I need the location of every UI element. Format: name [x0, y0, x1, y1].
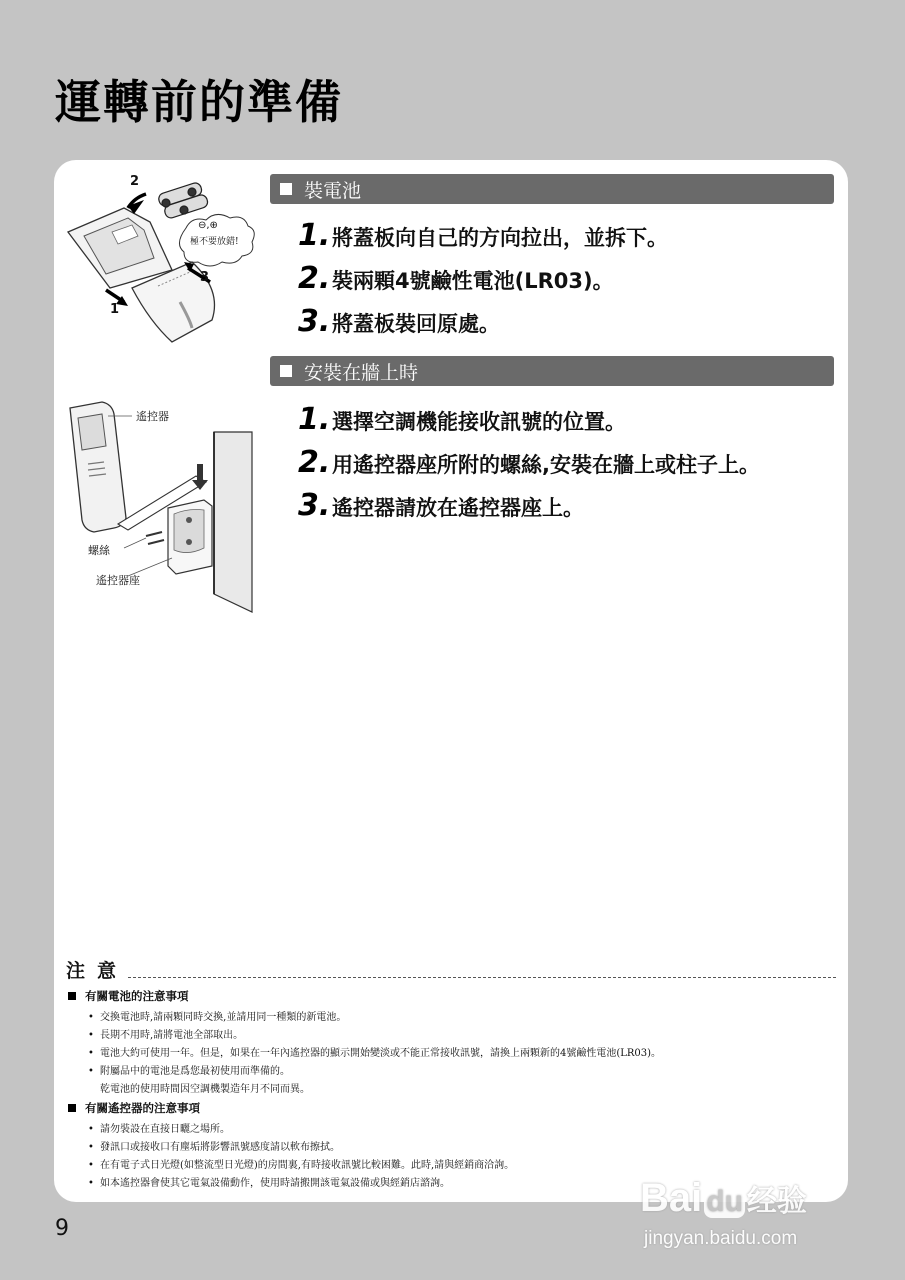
callout-symbols: ⊖,⊕	[198, 220, 218, 231]
arrow-label-1: 1	[110, 302, 120, 317]
step-number: 2.	[298, 261, 331, 296]
section-bar-wall	[270, 356, 834, 386]
step-text: 用遙控器座所附的螺絲,安裝在牆上或柱子上。	[332, 453, 760, 477]
note-heading-text: 有關遙控器的注意事項	[85, 1101, 201, 1115]
step-text: 裝兩顆4號鹼性電池(LR03)。	[332, 269, 614, 293]
arrow-label-2: 2	[130, 174, 140, 189]
step-number: 1.	[298, 218, 331, 253]
note-continuation: 乾電池的使用時間因空調機製造年月不同而異。	[100, 1084, 310, 1095]
arrow-label-3: 3	[200, 270, 210, 285]
note-group-battery	[68, 988, 838, 1098]
note-item: • 長期不用時,請將電池全部取出。	[88, 1030, 244, 1041]
step-number: 3.	[298, 304, 331, 339]
note-text: 電池大約可使用一年。但是，如果在一年內遙控器的顯示開始變淡或不能正常接收訊號，請換上兩顆新的4號鹼性電池(LR03)。	[100, 1048, 662, 1059]
note-item: • 發訊口或接收口有塵垢將影響訊號感度請以軟布擦拭。	[88, 1142, 340, 1153]
step-item	[298, 402, 760, 445]
step-number: 2.	[298, 445, 331, 480]
note-item: • 電池大約可使用一年。但是，如果在一年內遙控器的顯示開始變淡或不能正常接收訊號，請換上兩顆新的4號鹼性電池(LR03)。	[88, 1048, 662, 1059]
step-text: 選擇空調機能接收訊號的位置。	[332, 410, 626, 434]
note-heading	[68, 988, 838, 1004]
battery-steps	[298, 218, 668, 347]
step-number: 1.	[298, 402, 331, 437]
watermark-url: jingyan.baidu.com	[644, 1228, 798, 1249]
callout-text: 極不要放錯!	[190, 237, 239, 247]
watermark-brand-bai: Bai	[640, 1176, 703, 1220]
note-item: • 附屬品中的電池是爲您最初使用而準備的。	[88, 1066, 290, 1077]
dashed-rule	[128, 977, 836, 978]
page-number: 9	[55, 1216, 69, 1241]
square-icon	[68, 1104, 76, 1112]
square-icon	[68, 992, 76, 1000]
step-item	[298, 261, 668, 304]
step-number: 3.	[298, 488, 331, 523]
section-heading: 裝電池	[304, 179, 362, 202]
watermark-brand-du: du	[706, 1185, 743, 1218]
square-icon	[280, 183, 292, 195]
content-card	[54, 160, 848, 1202]
watermark-brand-suffix: 经验	[746, 1185, 807, 1218]
page-title: 運轉前的準備	[55, 75, 343, 129]
note-text: 在有電子式日光燈(如整流型日光燈)的房間裏,有時接收訊號比較困難。此時,請與經銷商洽詢。	[100, 1160, 515, 1171]
section-heading: 安裝在牆上時	[304, 361, 419, 384]
label-holder: 遙控器座	[96, 574, 140, 587]
note-text: 附屬品中的電池是爲您最初使用而準備的。	[100, 1066, 290, 1077]
note-text: 請勿裝設在直接日曬之場所。	[100, 1124, 230, 1135]
watermark-brand	[640, 1176, 807, 1221]
note-heading	[68, 1100, 838, 1116]
note-text: 交換電池時,請兩顆同時交換,並請用同一種類的新電池。	[100, 1012, 347, 1023]
wall-mount-illustration	[64, 398, 264, 616]
step-item	[298, 488, 760, 531]
label-screw: 螺絲	[88, 544, 110, 557]
note-item: • 交換電池時,請兩顆同時交換,並請用同一種類的新電池。	[88, 1012, 347, 1023]
wall-steps	[298, 402, 760, 531]
step-text: 遙控器請放在遙控器座上。	[332, 496, 584, 520]
baidu-watermark	[640, 1140, 880, 1270]
label-remote: 遙控器	[136, 410, 169, 423]
note-item: • 請勿裝設在直接日曬之場所。	[88, 1124, 230, 1135]
note-item: • 在有電子式日光燈(如整流型日光燈)的房間裏,有時接收訊號比較困難。此時,請與經銷商洽詢。	[88, 1160, 515, 1171]
step-item	[298, 304, 668, 347]
step-item	[298, 218, 668, 261]
step-item	[298, 445, 760, 488]
square-icon	[280, 365, 292, 377]
note-item: • 如本遙控器會使其它電氣設備動作，使用時請搬開該電氣設備或與經銷店諮詢。	[88, 1178, 450, 1189]
section-bar-battery	[270, 174, 834, 204]
note-text: 發訊口或接收口有塵垢將影響訊號感度請以軟布擦拭。	[100, 1142, 340, 1153]
notes-title	[66, 956, 836, 983]
note-text: 如本遙控器會使其它電氣設備動作，使用時請搬開該電氣設備或與經銷店諮詢。	[100, 1178, 450, 1189]
step-text: 將蓋板向自己的方向拉出，並拆下。	[332, 226, 668, 250]
note-text: 長期不用時,請將電池全部取出。	[100, 1030, 244, 1041]
notes-label: 注意	[66, 960, 129, 982]
step-text: 將蓋板裝回原處。	[332, 312, 500, 336]
battery-install-illustration	[62, 170, 272, 355]
note-heading-text: 有關電池的注意事項	[85, 989, 189, 1003]
